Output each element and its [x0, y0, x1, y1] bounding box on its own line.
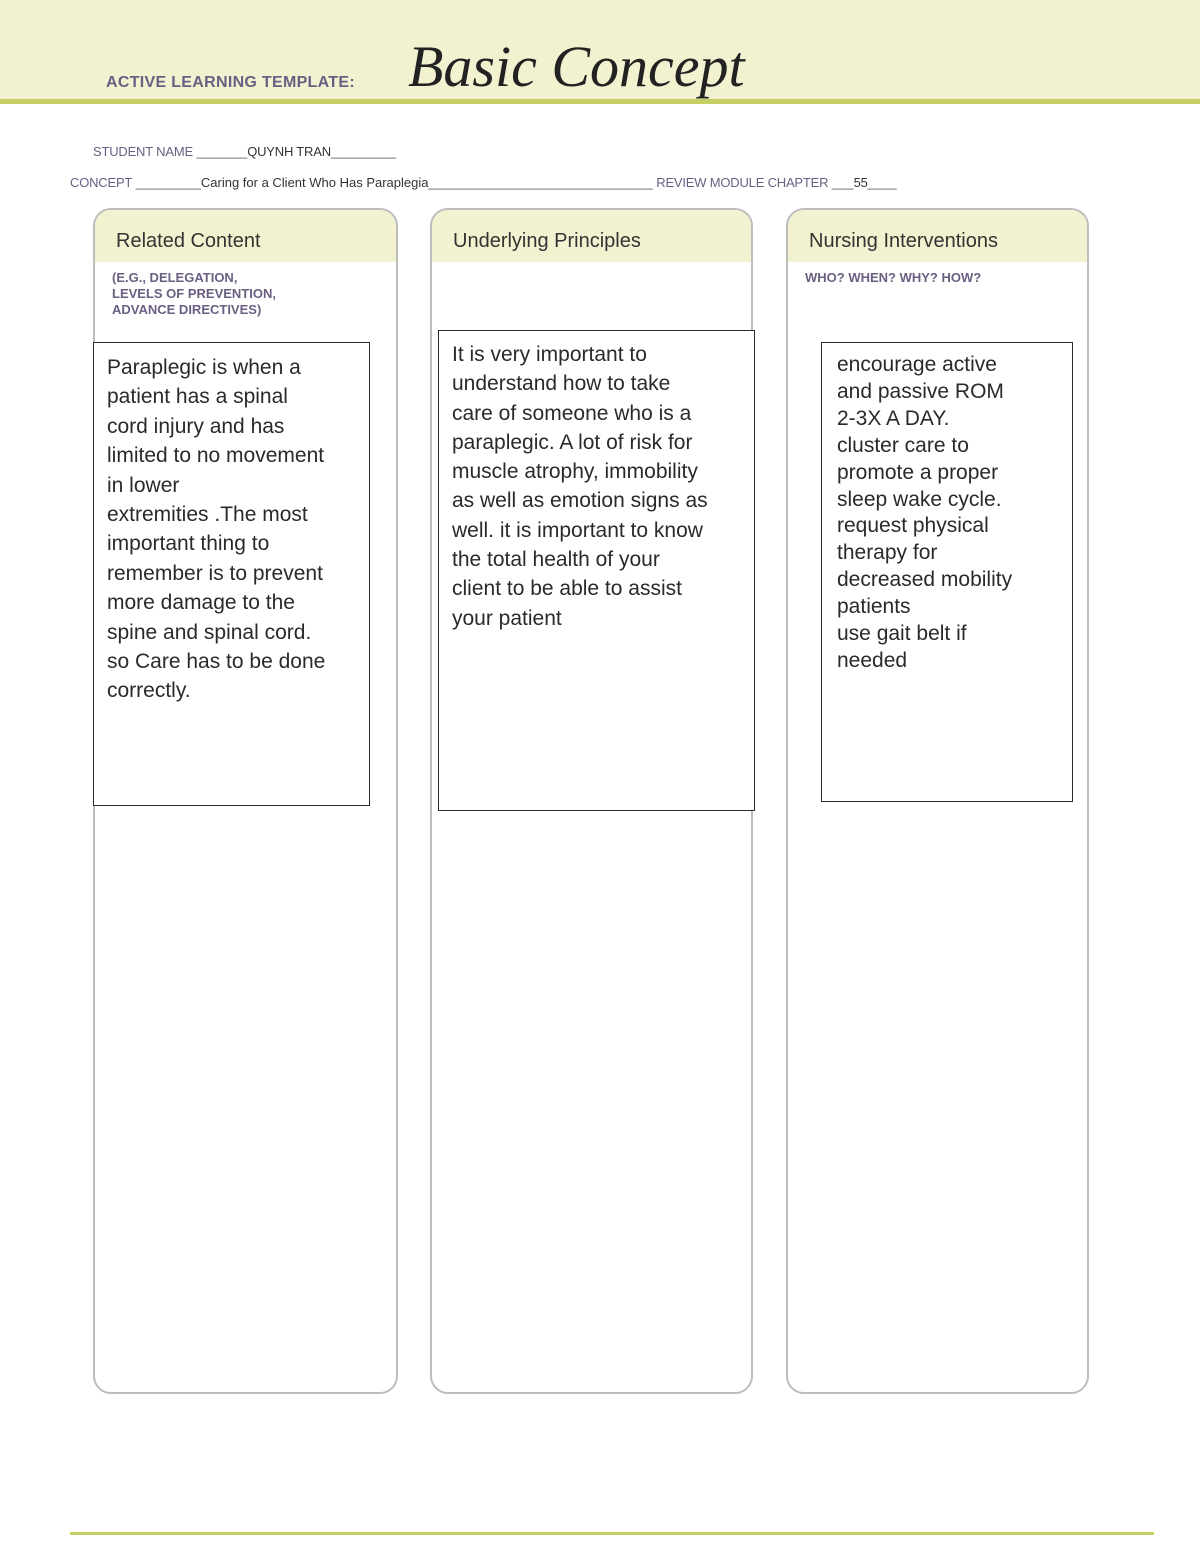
student-name-label: STUDENT NAME [93, 144, 193, 159]
footer-rule [70, 1532, 1154, 1535]
review-chapter-label: REVIEW MODULE CHAPTER [656, 175, 829, 190]
concept-lead-blank: _________ [135, 175, 201, 190]
underlying-principles-title: Underlying Principles [432, 210, 751, 262]
template-title: Basic Concept [408, 34, 745, 99]
nursing-interventions-title: Nursing Interventions [788, 210, 1087, 262]
concept-trail-blank: _______________________________ [428, 175, 653, 190]
template-label: ACTIVE LEARNING TEMPLATE: [106, 74, 355, 91]
related-content-subtitle: (E.G., DELEGATION, LEVELS OF PREVENTION, ADVANCE DIRECTIVES) [112, 270, 276, 317]
review-chapter-lead-blank: ___ [831, 175, 854, 190]
header-rule [0, 99, 1200, 104]
student-name-trail-blank: _________ [330, 144, 396, 159]
review-chapter-trail-blank: ____ [867, 175, 897, 190]
concept-line [70, 176, 897, 189]
review-chapter-value[interactable]: 55 [853, 175, 868, 190]
nursing-interventions-textbox[interactable]: encourage active and passive ROM 2-3X A DAY. cluster care to promote a proper sleep wake cycle. request physical therapy for decreased mobility patients use gait belt if needed [821, 342, 1073, 802]
student-name-lead-blank: _______ [196, 144, 248, 159]
concept-value[interactable]: Caring for a Client Who Has Paraplegia [200, 175, 429, 190]
concept-label: CONCEPT [70, 175, 133, 190]
student-name-value[interactable]: QUYNH TRAN [247, 144, 331, 159]
underlying-principles-textbox[interactable]: It is very important to understand how to take care of someone who is a paraplegic. A lot of risk for muscle atrophy, immobility as well as emotion signs as well. it is important to know the total health of your client to be able to assist your patient [438, 330, 755, 811]
related-content-title: Related Content [95, 210, 396, 262]
nursing-interventions-subtitle: WHO? WHEN? WHY? HOW? [805, 270, 982, 285]
student-name-line [93, 145, 396, 158]
related-content-textbox[interactable]: Paraplegic is when a patient has a spinal cord injury and has limited to no movement in lower extremities .The most important thing to remember is to prevent more damage to the spine and spinal cord. so Care has to be done correctly. [93, 342, 370, 806]
